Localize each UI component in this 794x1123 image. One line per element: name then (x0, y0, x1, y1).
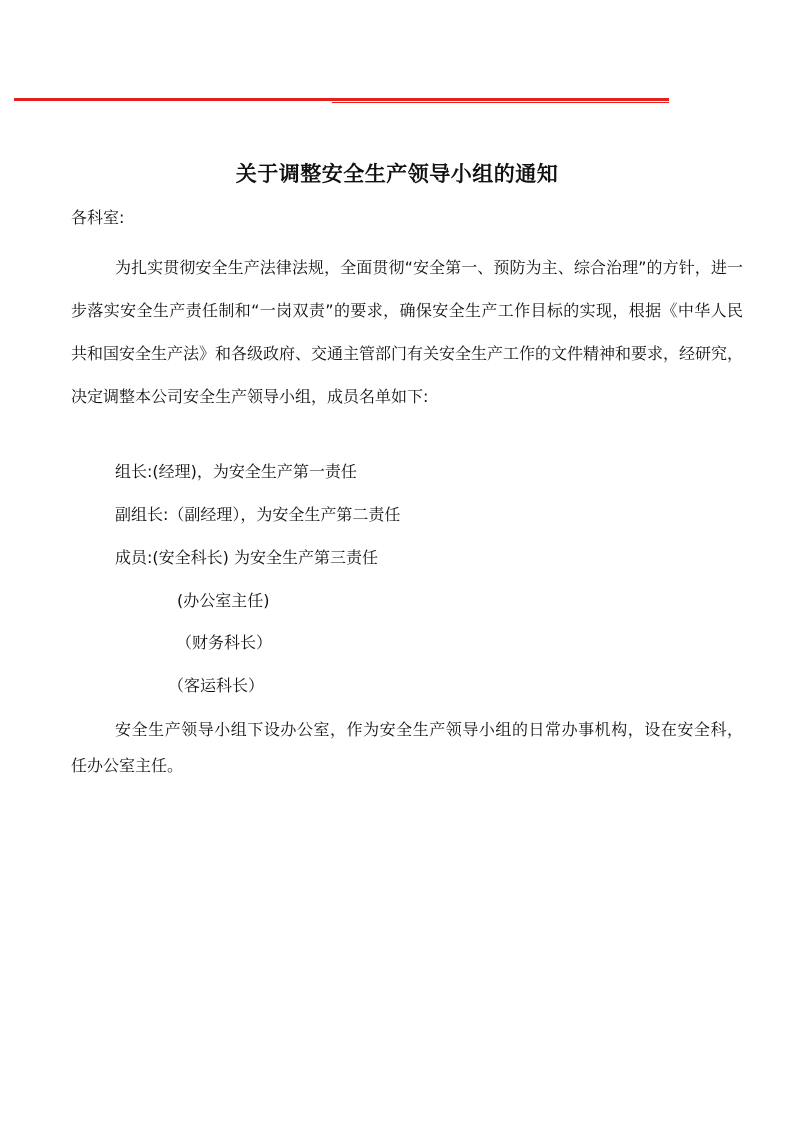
member-safety-chief: 成员:(安全科长) 为安全生产第三责任 (115, 548, 378, 567)
header-red-rule-thick (14, 98, 669, 101)
salutation: 各科室: (71, 208, 125, 227)
body-paragraph: 为扎实贯彻安全生产法律法规，全面贯彻“安全第一、预防为主、综合治理”的方针，进一步落实安全生产责任制和“一岗双责”的要求，确保安全生产工作目标的实现，根据《中华人民共和国安全生产法》和各级政府、交通主管部门有关安全生产工作的文件精神和要求，经研究，决定调整本公司安全生产领导小组，成员名单如下: (71, 258, 744, 406)
member-deputy-leader: 副组长:（副经理），为安全生产第二责任 (115, 505, 401, 524)
member-office-director: (办公室主任) (177, 591, 270, 610)
member-leader: 组长:(经理)，为安全生产第一责任 (115, 462, 357, 481)
header-red-rule-thin (332, 102, 669, 103)
header-red-rule (14, 98, 669, 104)
member-passenger-chief: （客运科长） (168, 676, 265, 695)
document-title: 关于调整安全生产领导小组的通知 (235, 161, 559, 186)
closing-paragraph: 安全生产领导小组下设办公室，作为安全生产领导小组的日常办事机构，设在安全科， 任办公室主任。 (71, 720, 764, 775)
member-finance-chief: （财务科长） (176, 633, 273, 652)
